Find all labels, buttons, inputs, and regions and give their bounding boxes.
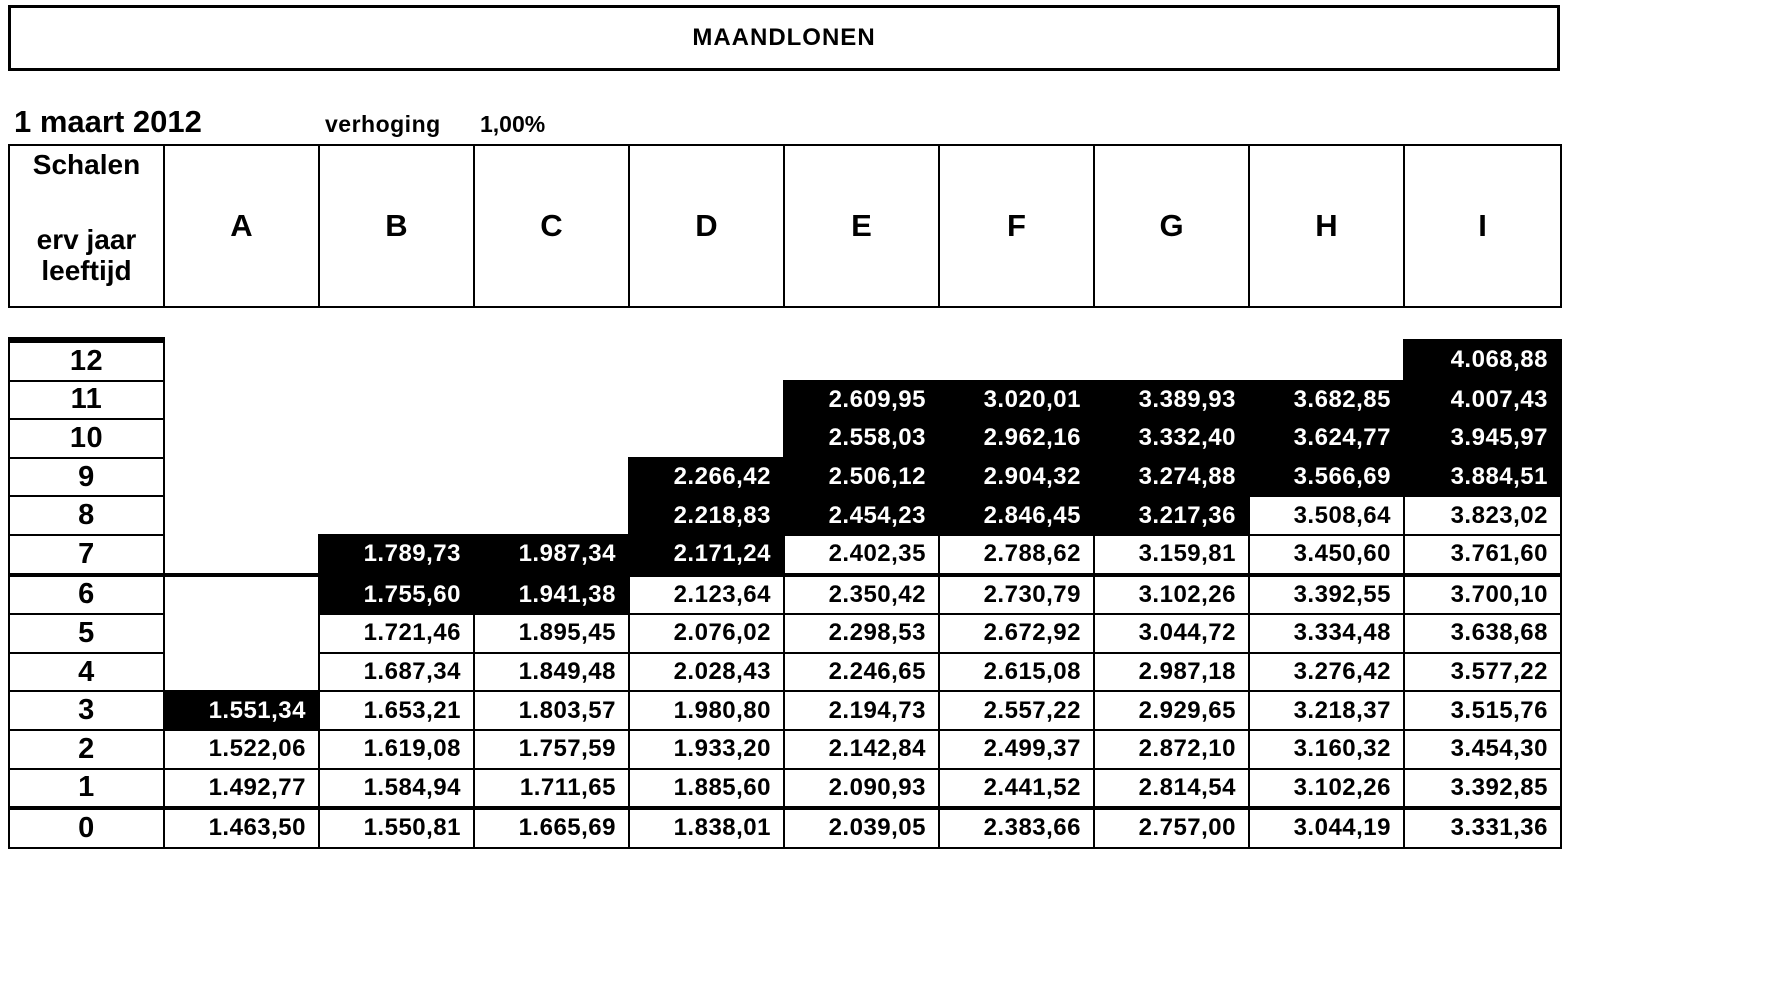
salary-cell: 2.266,42 bbox=[629, 458, 784, 497]
scale-header-h: H bbox=[1249, 145, 1404, 307]
salary-cell: 2.672,92 bbox=[939, 614, 1094, 653]
salary-cell: 2.246,65 bbox=[784, 653, 939, 692]
salary-cell: 3.823,02 bbox=[1404, 496, 1561, 535]
salary-cell: 2.383,66 bbox=[939, 808, 1094, 848]
empty-cell bbox=[164, 653, 319, 692]
row-label-year: 9 bbox=[9, 458, 164, 497]
scale-header-c: C bbox=[474, 145, 629, 307]
salary-cell: 3.044,19 bbox=[1249, 808, 1404, 848]
salary-cell: 2.171,24 bbox=[629, 535, 784, 575]
salary-cell: 2.506,12 bbox=[784, 458, 939, 497]
salary-cell: 1.522,06 bbox=[164, 730, 319, 769]
table-row bbox=[9, 653, 1561, 692]
salary-cell: 1.665,69 bbox=[474, 808, 629, 848]
empty-cell bbox=[164, 458, 319, 497]
empty-cell bbox=[164, 340, 319, 381]
scale-header-g: G bbox=[1094, 145, 1249, 307]
salary-cell: 1.550,81 bbox=[319, 808, 474, 848]
salary-cell: 2.039,05 bbox=[784, 808, 939, 848]
salary-cell: 1.755,60 bbox=[319, 575, 474, 615]
salary-cell: 1.757,59 bbox=[474, 730, 629, 769]
salary-cell: 2.757,00 bbox=[1094, 808, 1249, 848]
salary-cell: 1.711,65 bbox=[474, 769, 629, 809]
salary-cell: 3.159,81 bbox=[1094, 535, 1249, 575]
empty-cell bbox=[319, 381, 474, 420]
salary-cell: 2.454,23 bbox=[784, 496, 939, 535]
row-label-year: 0 bbox=[9, 808, 164, 848]
empty-cell bbox=[164, 381, 319, 420]
empty-cell bbox=[474, 496, 629, 535]
empty-cell bbox=[629, 419, 784, 458]
salary-cell: 3.508,64 bbox=[1249, 496, 1404, 535]
row-label-year: 1 bbox=[9, 769, 164, 809]
empty-cell bbox=[164, 535, 319, 575]
empty-cell bbox=[164, 614, 319, 653]
table-row bbox=[9, 496, 1561, 535]
empty-cell bbox=[629, 340, 784, 381]
salary-cell: 2.872,10 bbox=[1094, 730, 1249, 769]
salary-cell: 3.682,85 bbox=[1249, 381, 1404, 420]
empty-cell bbox=[319, 496, 474, 535]
empty-cell bbox=[474, 458, 629, 497]
salary-cell: 3.331,36 bbox=[1404, 808, 1561, 848]
scale-header-b: B bbox=[319, 145, 474, 307]
table-row bbox=[9, 575, 1561, 615]
empty-cell bbox=[784, 340, 939, 381]
row-label-year: 11 bbox=[9, 381, 164, 420]
salary-cell: 3.700,10 bbox=[1404, 575, 1561, 615]
row-label-year: 6 bbox=[9, 575, 164, 615]
salary-cell: 1.584,94 bbox=[319, 769, 474, 809]
salary-cell: 3.389,93 bbox=[1094, 381, 1249, 420]
title-box bbox=[8, 5, 1560, 71]
salary-cell: 3.160,32 bbox=[1249, 730, 1404, 769]
empty-cell bbox=[319, 419, 474, 458]
salary-cell: 3.577,22 bbox=[1404, 653, 1561, 692]
salary-cell: 1.619,08 bbox=[319, 730, 474, 769]
salary-cell: 3.566,69 bbox=[1249, 458, 1404, 497]
row-label-year: 12 bbox=[9, 340, 164, 381]
table-row bbox=[9, 419, 1561, 458]
row-label-year: 2 bbox=[9, 730, 164, 769]
increase-value: 1,00% bbox=[480, 111, 546, 137]
salary-cell: 1.721,46 bbox=[319, 614, 474, 653]
salary-cell: 1.895,45 bbox=[474, 614, 629, 653]
header-corner-cell bbox=[9, 145, 164, 307]
corner-label-experience-years: erv jaar bbox=[36, 223, 137, 255]
salary-cell: 3.044,72 bbox=[1094, 614, 1249, 653]
salary-cell: 3.884,51 bbox=[1404, 458, 1561, 497]
salary-cell: 3.332,40 bbox=[1094, 419, 1249, 458]
salary-cell: 1.492,77 bbox=[164, 769, 319, 809]
salary-cell: 3.334,48 bbox=[1249, 614, 1404, 653]
table-row bbox=[9, 535, 1561, 575]
salary-cell: 1.687,34 bbox=[319, 653, 474, 692]
empty-cell bbox=[164, 575, 319, 615]
table-row bbox=[9, 691, 1561, 730]
row-label-year: 4 bbox=[9, 653, 164, 692]
empty-cell bbox=[474, 419, 629, 458]
salary-cell: 2.558,03 bbox=[784, 419, 939, 458]
salary-cell: 3.761,60 bbox=[1404, 535, 1561, 575]
page-title: MAANDLONEN bbox=[692, 24, 876, 51]
salary-cell: 2.123,64 bbox=[629, 575, 784, 615]
salary-cell: 2.962,16 bbox=[939, 419, 1094, 458]
table-row bbox=[9, 769, 1561, 809]
salary-cell: 1.551,34 bbox=[164, 691, 319, 730]
salary-cell: 2.557,22 bbox=[939, 691, 1094, 730]
salary-cell: 2.090,93 bbox=[784, 769, 939, 809]
salary-cell: 3.020,01 bbox=[939, 381, 1094, 420]
salary-cell: 3.624,77 bbox=[1249, 419, 1404, 458]
salary-cell: 2.218,83 bbox=[629, 496, 784, 535]
salary-cell: 2.076,02 bbox=[629, 614, 784, 653]
empty-cell bbox=[1094, 340, 1249, 381]
corner-label-scales: Schalen bbox=[32, 149, 141, 180]
salary-cell: 2.609,95 bbox=[784, 381, 939, 420]
table-row bbox=[9, 458, 1561, 497]
salary-cell: 2.350,42 bbox=[784, 575, 939, 615]
salary-cell: 3.454,30 bbox=[1404, 730, 1561, 769]
empty-cell bbox=[319, 340, 474, 381]
salary-cell: 4.068,88 bbox=[1404, 340, 1561, 381]
salary-cell: 3.392,85 bbox=[1404, 769, 1561, 809]
salary-cell: 3.276,42 bbox=[1249, 653, 1404, 692]
empty-cell bbox=[939, 340, 1094, 381]
salary-cell: 2.441,52 bbox=[939, 769, 1094, 809]
salary-cell: 2.846,45 bbox=[939, 496, 1094, 535]
salary-cell: 3.450,60 bbox=[1249, 535, 1404, 575]
table-row bbox=[9, 614, 1561, 653]
salary-cell: 3.102,26 bbox=[1094, 575, 1249, 615]
empty-cell bbox=[474, 381, 629, 420]
salary-cell: 3.638,68 bbox=[1404, 614, 1561, 653]
salary-cell: 2.987,18 bbox=[1094, 653, 1249, 692]
empty-cell bbox=[474, 340, 629, 381]
salary-cell: 1.849,48 bbox=[474, 653, 629, 692]
salary-cell: 1.463,50 bbox=[164, 808, 319, 848]
salary-cell: 2.028,43 bbox=[629, 653, 784, 692]
salary-cell: 3.392,55 bbox=[1249, 575, 1404, 615]
salary-grid bbox=[8, 337, 1562, 849]
salary-cell: 1.885,60 bbox=[629, 769, 784, 809]
row-label-year: 7 bbox=[9, 535, 164, 575]
salary-cell: 1.941,38 bbox=[474, 575, 629, 615]
salary-cell: 3.217,36 bbox=[1094, 496, 1249, 535]
scale-header-a: A bbox=[164, 145, 319, 307]
empty-cell bbox=[629, 381, 784, 420]
scale-header-table bbox=[8, 144, 1562, 308]
salary-cell: 3.274,88 bbox=[1094, 458, 1249, 497]
salary-cell: 1.987,34 bbox=[474, 535, 629, 575]
salary-cell: 1.838,01 bbox=[629, 808, 784, 848]
salary-cell: 3.945,97 bbox=[1404, 419, 1561, 458]
scale-header-e: E bbox=[784, 145, 939, 307]
salary-cell: 3.218,37 bbox=[1249, 691, 1404, 730]
empty-cell bbox=[319, 458, 474, 497]
corner-label-age: leeftijd bbox=[41, 254, 132, 286]
salary-cell: 2.788,62 bbox=[939, 535, 1094, 575]
salary-cell: 4.007,43 bbox=[1404, 381, 1561, 420]
increase-label: verhoging bbox=[325, 111, 441, 137]
empty-cell bbox=[164, 496, 319, 535]
effective-date: 1 maart 2012 bbox=[14, 104, 202, 139]
empty-cell bbox=[1249, 340, 1404, 381]
scale-header-d: D bbox=[629, 145, 784, 307]
table-row bbox=[9, 381, 1561, 420]
table-row bbox=[9, 730, 1561, 769]
scale-header-i: I bbox=[1404, 145, 1561, 307]
salary-cell: 3.102,26 bbox=[1249, 769, 1404, 809]
salary-cell: 2.402,35 bbox=[784, 535, 939, 575]
table-row bbox=[9, 340, 1561, 381]
salary-cell: 2.615,08 bbox=[939, 653, 1094, 692]
row-label-year: 8 bbox=[9, 496, 164, 535]
salary-cell: 3.515,76 bbox=[1404, 691, 1561, 730]
salary-cell: 2.298,53 bbox=[784, 614, 939, 653]
salary-cell: 1.980,80 bbox=[629, 691, 784, 730]
salary-cell: 2.730,79 bbox=[939, 575, 1094, 615]
row-label-year: 5 bbox=[9, 614, 164, 653]
salary-cell: 2.814,54 bbox=[1094, 769, 1249, 809]
row-label-year: 10 bbox=[9, 419, 164, 458]
salary-cell: 2.929,65 bbox=[1094, 691, 1249, 730]
scale-header-f: F bbox=[939, 145, 1094, 307]
salary-cell: 2.499,37 bbox=[939, 730, 1094, 769]
salary-cell: 1.933,20 bbox=[629, 730, 784, 769]
salary-cell: 2.194,73 bbox=[784, 691, 939, 730]
salary-cell: 2.904,32 bbox=[939, 458, 1094, 497]
salary-cell: 1.653,21 bbox=[319, 691, 474, 730]
salary-cell: 1.789,73 bbox=[319, 535, 474, 575]
empty-cell bbox=[164, 419, 319, 458]
salary-cell: 2.142,84 bbox=[784, 730, 939, 769]
table-row bbox=[9, 808, 1561, 848]
salary-cell: 1.803,57 bbox=[474, 691, 629, 730]
row-label-year: 3 bbox=[9, 691, 164, 730]
